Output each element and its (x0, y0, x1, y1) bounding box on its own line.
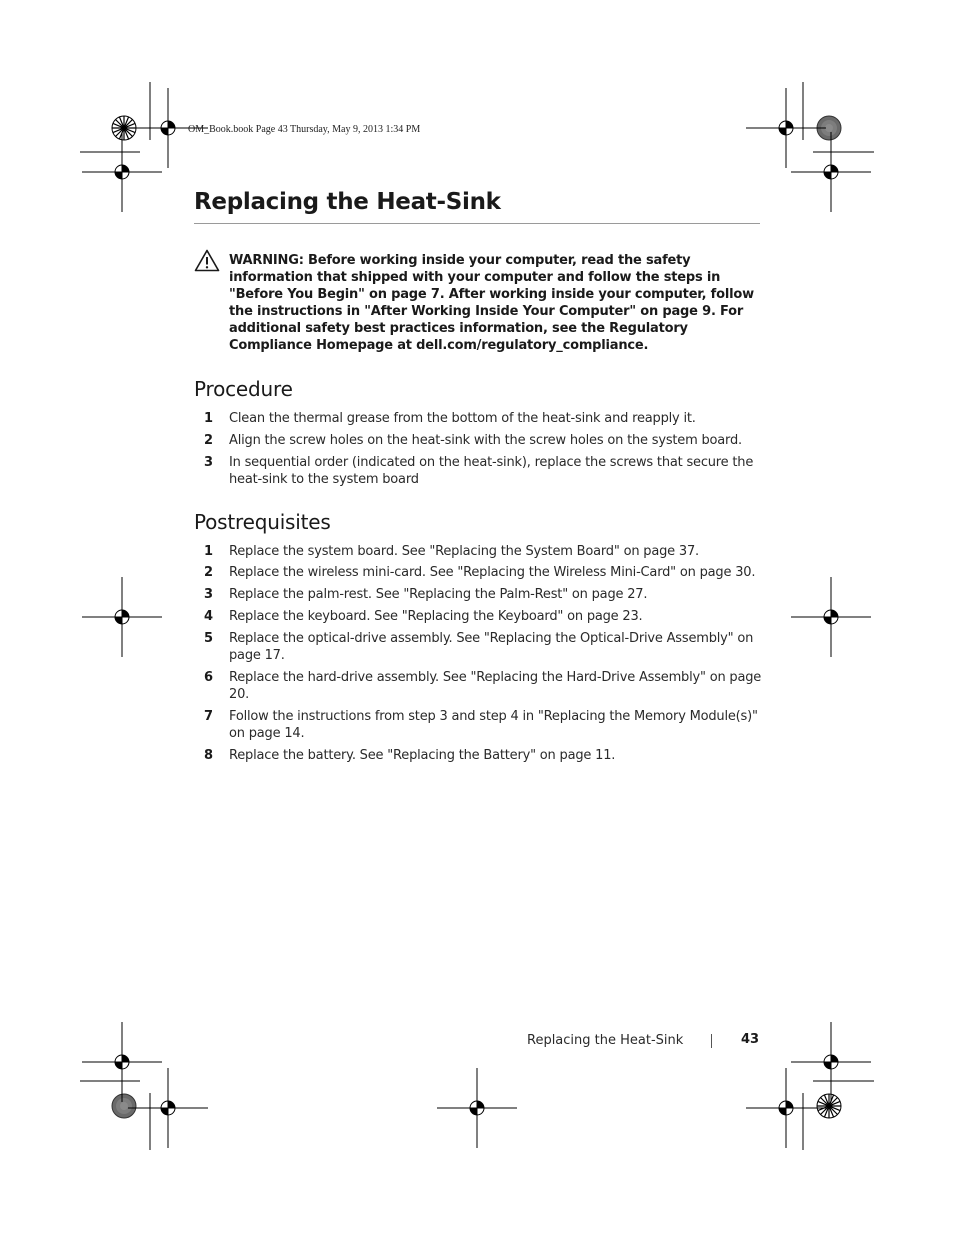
title-divider (194, 223, 760, 224)
list-item (194, 410, 764, 427)
step-number: 3 (204, 587, 213, 602)
step-text: Replace the keyboard. See "Replacing the Keyboard" on page 23. (229, 609, 643, 624)
step-text: Align the screw holes on the heat-sink with the screw holes on the system board. (229, 433, 742, 448)
warning-text: WARNING: Before working inside your computer, read the safety information that shipped with your computer and follow the steps in "Before You Begin" on page 7. After working inside your computer, follow the instructions in "After Working Inside Your Computer" on page 9. For additional safety best practices information, see the Regulatory Compliance Homepage at dell.com/regulatory_compliance. (229, 253, 754, 353)
list-item (194, 564, 764, 581)
step-number: 3 (204, 455, 213, 470)
step-number: 5 (204, 631, 213, 646)
list-item (194, 543, 764, 560)
list-item (194, 708, 764, 742)
list-item (194, 669, 764, 703)
page-title: Replacing the Heat-Sink (194, 189, 501, 215)
postrequisites-heading: Postrequisites (194, 510, 331, 534)
step-text: Replace the wireless mini-card. See "Replacing the Wireless Mini-Card" on page 30. (229, 565, 756, 580)
list-item (194, 454, 764, 488)
step-text: Replace the system board. See "Replacing the System Board" on page 37. (229, 544, 699, 559)
step-text: Follow the instructions from step 3 and step 4 in "Replacing the Memory Module(s)" on page 14. (229, 709, 758, 741)
step-text: Replace the battery. See "Replacing the Battery" on page 11. (229, 748, 616, 763)
step-text: Replace the palm-rest. See "Replacing the Palm-Rest" on page 27. (229, 587, 648, 602)
list-item (194, 630, 764, 664)
step-number: 6 (204, 670, 213, 685)
step-text: Replace the hard-drive assembly. See "Replacing the Hard-Drive Assembly" on page 20. (229, 670, 762, 702)
step-text: Replace the optical-drive assembly. See "Replacing the Optical-Drive Assembly" on page 17. (229, 631, 754, 663)
step-number: 8 (204, 748, 213, 763)
step-number: 4 (204, 609, 213, 624)
step-number: 2 (204, 565, 213, 580)
step-number: 1 (204, 411, 213, 426)
list-item (194, 608, 764, 625)
procedure-heading: Procedure (194, 377, 293, 401)
footer-divider (711, 1034, 712, 1048)
warning-icon (194, 249, 220, 272)
print-slug: OM_Book.book Page 43 Thursday, May 9, 2013 1:34 PM (188, 124, 421, 135)
step-number: 2 (204, 433, 213, 448)
page-number: 43 (741, 1032, 760, 1047)
list-item (194, 747, 764, 764)
step-number: 1 (204, 544, 213, 559)
list-item (194, 432, 764, 449)
postrequisites-list (194, 543, 764, 764)
step-number: 7 (204, 709, 213, 724)
list-item (194, 586, 764, 603)
footer-section-title: Replacing the Heat-Sink (527, 1033, 684, 1048)
step-text: In sequential order (indicated on the heat-sink), replace the screws that secure the heat-sink to the system board (229, 455, 754, 487)
step-text: Clean the thermal grease from the bottom of the heat-sink and reapply it. (229, 411, 696, 426)
procedure-list (194, 410, 764, 488)
